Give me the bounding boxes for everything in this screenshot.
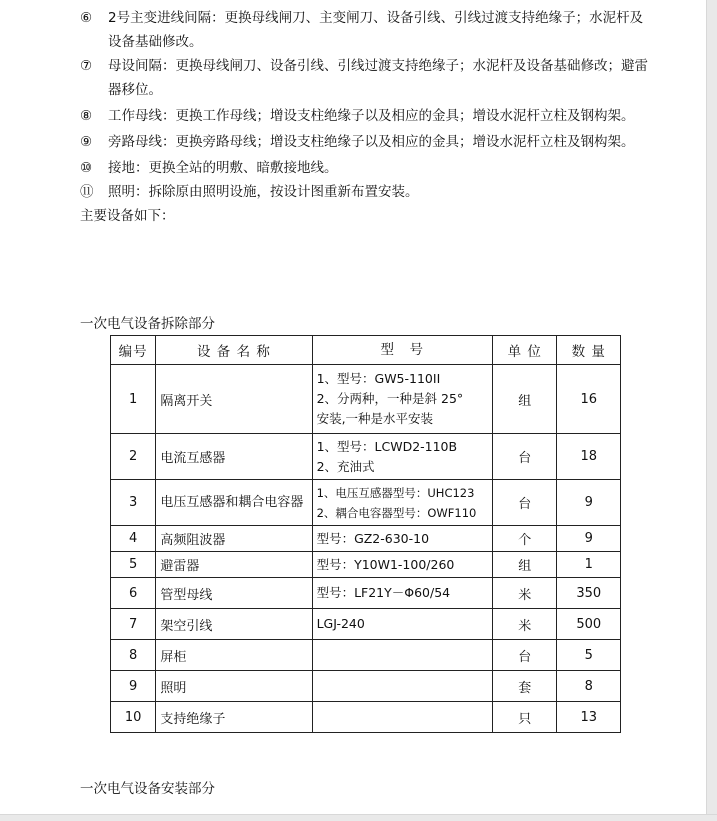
- cell-qty: 9: [557, 480, 621, 526]
- cell-qty: 5: [557, 640, 621, 671]
- cell-unit: 组: [492, 365, 557, 434]
- list-number: ⑥: [80, 10, 93, 26]
- cell-name: 高频阻波器: [156, 526, 312, 552]
- cell-qty: 1: [557, 552, 621, 578]
- cell-unit: 个: [492, 526, 557, 552]
- table-row: [111, 578, 621, 609]
- table-row: [111, 526, 621, 552]
- cell-name: 支持绝缘子: [156, 702, 312, 733]
- cell-model: [312, 365, 492, 434]
- cell-model: [312, 640, 492, 671]
- cell-qty: 8: [557, 671, 621, 702]
- cell-model: 型号：Y10W1-100/260: [312, 552, 492, 578]
- model-line: 1、型号：LCWD2-110B: [316, 438, 458, 454]
- cell-no: 7: [111, 609, 156, 640]
- list-text: 接地：更换全站的明敷、暗敷接地线。: [108, 160, 338, 176]
- cell-no: 1: [111, 365, 156, 434]
- cell-model: [312, 434, 492, 480]
- page-edge-right: [706, 0, 717, 821]
- cell-no: 9: [111, 671, 156, 702]
- list-number: ⑩: [80, 160, 93, 176]
- cell-model: [312, 702, 492, 733]
- list-number: ⑦: [80, 58, 93, 74]
- cell-name: 隔离开关: [156, 365, 312, 434]
- list-item-6: [80, 6, 650, 54]
- document-body: [80, 6, 650, 228]
- table-row: [111, 552, 621, 578]
- header-model: 型 号: [312, 336, 492, 365]
- list-item-9: [80, 130, 650, 154]
- cell-model: 型号：GZ2-630-10: [312, 526, 492, 552]
- list-item-7: [80, 54, 650, 102]
- cell-unit: 台: [492, 640, 557, 671]
- cell-name: 电流互感器: [156, 434, 312, 480]
- cell-name: 屏柜: [156, 640, 312, 671]
- cell-model: 型号：LF21Y－Φ60/54: [312, 578, 492, 609]
- model-line: 1、电压互感器型号：UHC123: [316, 485, 475, 500]
- cell-unit: 台: [492, 434, 557, 480]
- model-line: 2、充油式: [316, 458, 375, 474]
- cell-qty: 350: [557, 578, 621, 609]
- list-text-content: 2号主变进线间隔：更换母线闸刀、主变闸刀、设备引线、引线过渡支持绝缘子；水泥杆及设备基础修改。: [108, 10, 644, 50]
- list-item-10: [80, 156, 650, 180]
- table-row: [111, 434, 621, 480]
- page-edge-bottom: [0, 814, 717, 821]
- table-row: [111, 609, 621, 640]
- cell-name: 避雷器: [156, 552, 312, 578]
- cell-no: 6: [111, 578, 156, 609]
- table-row: [111, 702, 621, 733]
- cell-model: [312, 671, 492, 702]
- table-header-row: [111, 336, 621, 365]
- cell-name: 架空引线: [156, 609, 312, 640]
- list-number: ⑨: [80, 134, 93, 150]
- list-text: 工作母线：更换工作母线；增设支柱绝缘子以及相应的金具；增设水泥杆立柱及钢构架。: [108, 108, 635, 124]
- cell-no: 2: [111, 434, 156, 480]
- cell-no: 10: [111, 702, 156, 733]
- cell-no: 3: [111, 480, 156, 526]
- cell-name: 管型母线: [156, 578, 312, 609]
- header-no: 编号: [111, 336, 156, 365]
- cell-qty: 9: [557, 526, 621, 552]
- cell-no: 5: [111, 552, 156, 578]
- cell-name: 照明: [156, 671, 312, 702]
- cell-unit: 套: [492, 671, 557, 702]
- list-text: 母设间隔：更换母线闸刀、设备引线、引线过渡支持绝缘子；水泥杆及设备基础修改；避雷器移位。: [108, 58, 648, 98]
- model-line: 1、型号：GW5-110II: [316, 371, 441, 386]
- table-row: [111, 671, 621, 702]
- cell-unit: 米: [492, 609, 557, 640]
- cell-unit: 台: [492, 480, 557, 526]
- list-text: [108, 6, 650, 54]
- header-unit: 单 位: [492, 336, 557, 365]
- equipment-removal-table: [110, 335, 621, 733]
- cell-qty: 18: [557, 434, 621, 480]
- list-number: ⑧: [80, 108, 93, 124]
- table-row: [111, 365, 621, 434]
- cell-qty: 500: [557, 609, 621, 640]
- list-item-11: [80, 180, 650, 204]
- cell-unit: 米: [492, 578, 557, 609]
- header-qty: 数 量: [557, 336, 621, 365]
- section-removal-title: 一次电气设备拆除部分: [80, 316, 215, 332]
- list-text: 旁路母线：更换旁路母线；增设支柱绝缘子以及相应的金具；增设水泥杆立柱及钢构架。: [108, 134, 635, 150]
- list-text: 照明：拆除原由照明设施，按设计图重新布置安装。: [108, 184, 419, 200]
- list-number: ⑪: [80, 184, 94, 200]
- list-item-8: [80, 104, 650, 128]
- cell-unit: 组: [492, 552, 557, 578]
- cell-model: LGJ-240: [312, 609, 492, 640]
- section-install-title: 一次电气设备安装部分: [80, 781, 215, 797]
- main-equipment-intro: 主要设备如下：: [80, 208, 175, 224]
- cell-no: 8: [111, 640, 156, 671]
- table-row: [111, 480, 621, 526]
- cell-model: [312, 480, 492, 526]
- model-line: 2、耦合电容器型号：OWF110: [316, 505, 477, 520]
- table-row: [111, 640, 621, 671]
- cell-name: 电压互感器和耦合电容器: [156, 480, 312, 526]
- model-line: 安装,一种是水平安装: [316, 411, 434, 426]
- cell-unit: 只: [492, 702, 557, 733]
- cell-qty: 13: [557, 702, 621, 733]
- cell-qty: 16: [557, 365, 621, 434]
- cell-no: 4: [111, 526, 156, 552]
- model-line: 2、分两种，一种是斜 25°: [316, 391, 464, 406]
- header-name: 设 备 名 称: [156, 336, 312, 365]
